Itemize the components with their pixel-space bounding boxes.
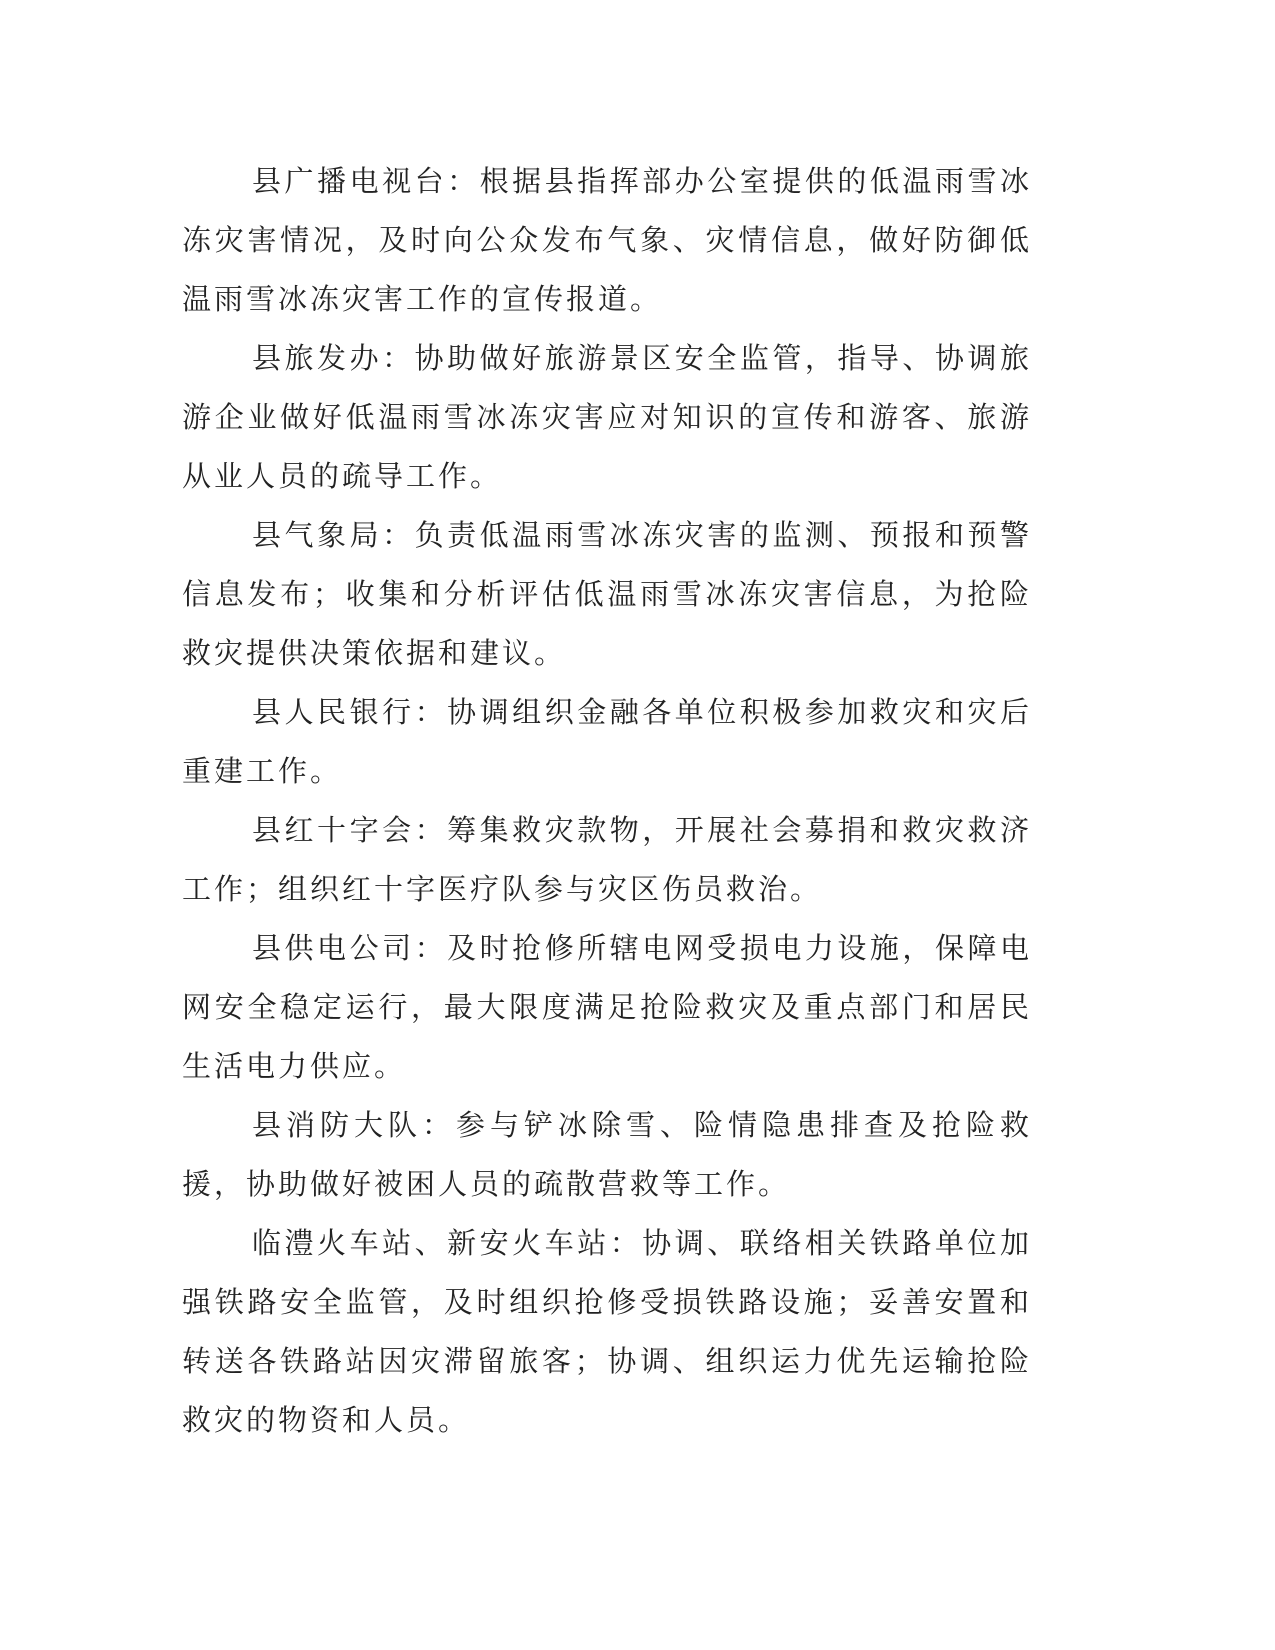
- paragraph-power-supply-company: 县供电公司：及时抢修所辖电网受损电力设施，保障电网安全稳定运行，最大限度满足抢险救灾及重点部门和居民生活电力供应。: [182, 931, 1032, 1083]
- paragraph-red-cross: 县红十字会：筹集救灾款物，开展社会募捐和救灾救济工作；组织红十字医疗队参与灾区伤员救治。: [182, 813, 1032, 906]
- paragraph-peoples-bank: 县人民银行：协调组织金融各单位积极参加救灾和灾后重建工作。: [182, 695, 1032, 788]
- paragraph-radio-tv-station: 县广播电视台：根据县指挥部办公室提供的低温雨雪冰冻灾害情况，及时向公众发布气象、灾情信息，做好防御低温雨雪冰冻灾害工作的宣传报道。: [182, 164, 1032, 316]
- paragraph-meteorological-bureau: 县气象局：负责低温雨雪冰冻灾害的监测、预报和预警信息发布；收集和分析评估低温雨雪冰冻灾害信息，为抢险救灾提供决策依据和建议。: [182, 518, 1032, 670]
- document-body: [182, 152, 1032, 1450]
- paragraph-railway-stations: 临澧火车站、新安火车站：协调、联络相关铁路单位加强铁路安全监管，及时组织抢修受损铁路设施；妥善安置和转送各铁路站因灾滞留旅客；协调、组织运力优先运输抢险救灾的物资和人员。: [182, 1226, 1032, 1437]
- paragraph-tourism-office: 县旅发办：协助做好旅游景区安全监管，指导、协调旅游企业做好低温雨雪冰冻灾害应对知识的宣传和游客、旅游从业人员的疏导工作。: [182, 341, 1032, 493]
- paragraph-fire-brigade: 县消防大队：参与铲冰除雪、险情隐患排查及抢险救援，协助做好被困人员的疏散营救等工作。: [182, 1108, 1032, 1201]
